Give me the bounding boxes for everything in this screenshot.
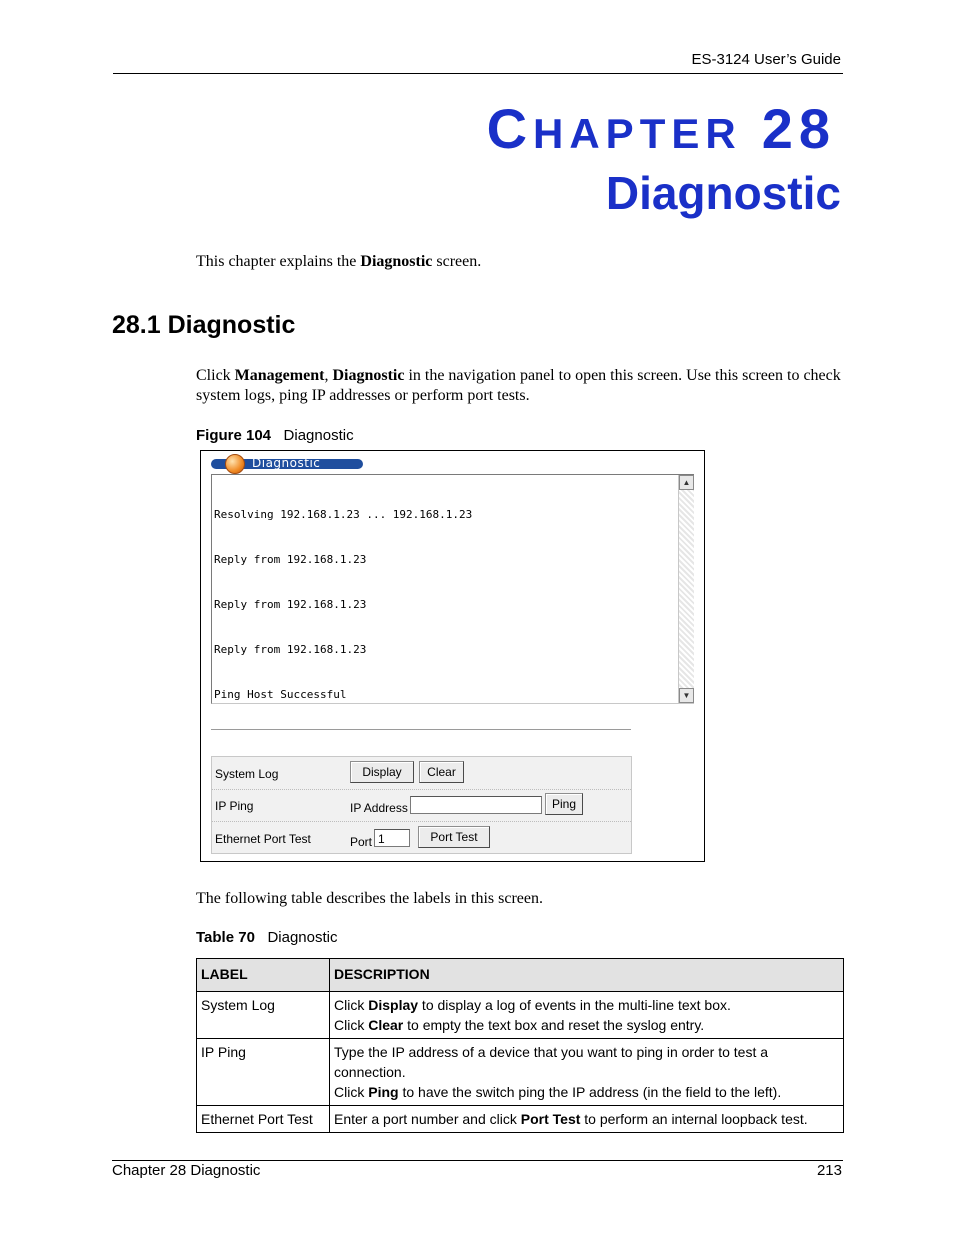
labels-table (196, 958, 844, 1133)
header-rule (113, 73, 843, 74)
chapter-label-initial: C (486, 97, 534, 160)
table-caption: Table 70 Diagnostic (196, 929, 338, 946)
chapter-number: 28 (761, 97, 836, 160)
port-number-input[interactable]: 1 (374, 829, 410, 847)
panel-title: Diagnostic (252, 456, 321, 470)
ip-ping-row (212, 789, 631, 822)
row-description: Click Display to display a log of events in the multi-line text box. Click Clear to empty the text box and reset the syslog entry. (330, 992, 844, 1039)
figure-screenshot (200, 450, 705, 862)
row-label: IP Ping (197, 1039, 330, 1106)
chapter-name: Diagnostic (605, 167, 841, 219)
display-button[interactable]: Display (350, 761, 414, 783)
port-label: Port (350, 835, 373, 849)
log-line: Reply from 192.168.1.23 (214, 643, 367, 656)
ip-ping-label: IP Ping (215, 799, 254, 813)
footer-chapter: Chapter 28 Diagnostic (112, 1162, 261, 1179)
ip-address-input[interactable] (410, 796, 542, 814)
figure-divider (211, 729, 631, 730)
clear-button[interactable]: Clear (419, 761, 464, 783)
port-test-row (212, 821, 631, 853)
section-paragraph: Click Management, Diagnostic in the navigation panel to open this screen. Use this screen to check system logs, ping IP addresses or perform port tests. (196, 367, 841, 404)
row-label: Ethernet Port Test (197, 1106, 330, 1133)
scroll-down-arrow-icon[interactable]: ▼ (679, 688, 694, 703)
chapter-label (487, 96, 836, 161)
table-row (197, 1106, 844, 1133)
intro-paragraph: This chapter explains the Diagnostic screen. (196, 253, 482, 270)
page-number: 213 (816, 1162, 842, 1179)
row-description: Enter a port number and click Port Test to perform an internal loopback test. (330, 1106, 844, 1133)
log-output (214, 477, 676, 732)
table-header-row (197, 959, 844, 992)
table-row (197, 992, 844, 1039)
chapter-label-rest: HAPTER (533, 110, 742, 157)
diagnostic-controls (211, 756, 632, 854)
table-row (197, 1039, 844, 1106)
log-line: Ping Host Successful (214, 688, 347, 701)
section-title: 28.1 Diagnostic (112, 311, 296, 339)
row-description: Type the IP address of a device that you want to ping in order to test a connection. Click Ping to have the switch ping the IP address (in the field to the left). (330, 1039, 844, 1106)
log-scrollbar[interactable] (678, 475, 694, 703)
system-log-row (212, 757, 631, 790)
running-header-title: ES-3124 User’s Guide (691, 51, 841, 68)
footer-rule (112, 1160, 843, 1161)
log-line: Reply from 192.168.1.23 (214, 598, 367, 611)
ip-address-label: IP Address (350, 801, 408, 815)
table-intro: The following table describes the labels in this screen. (196, 890, 544, 907)
description-column-header: DESCRIPTION (330, 959, 844, 992)
row-label: System Log (197, 992, 330, 1039)
scroll-up-arrow-icon[interactable]: ▲ (679, 475, 694, 490)
log-textarea[interactable] (211, 474, 694, 704)
log-line: Reply from 192.168.1.23 (214, 553, 367, 566)
system-log-label: System Log (215, 767, 279, 781)
figure-caption: Figure 104 Diagnostic (196, 427, 354, 444)
label-column-header: LABEL (197, 959, 330, 992)
panel-orb-icon (225, 454, 245, 474)
port-test-button[interactable]: Port Test (418, 826, 490, 848)
port-test-label: Ethernet Port Test (215, 832, 311, 846)
ping-button[interactable]: Ping (545, 793, 583, 815)
log-line: Resolving 192.168.1.23 ... 192.168.1.23 (214, 508, 473, 521)
